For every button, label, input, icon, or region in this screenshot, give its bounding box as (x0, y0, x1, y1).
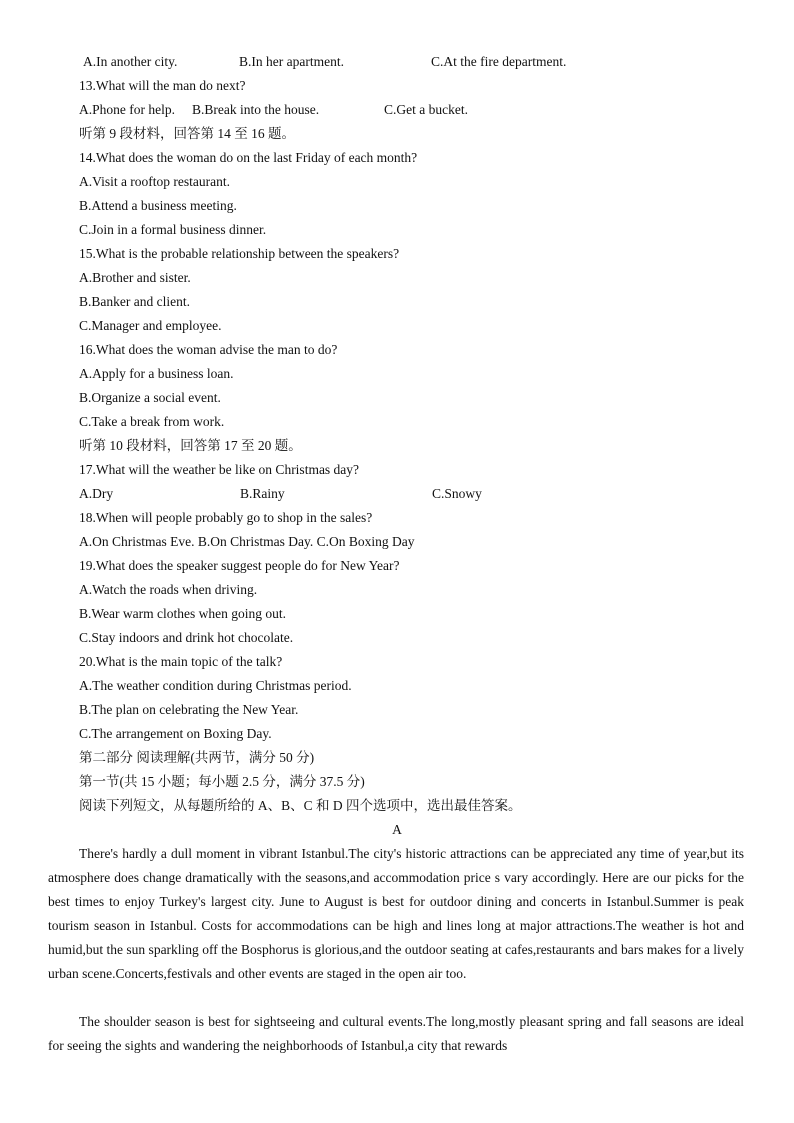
passage-paragraph-2: The shoulder season is best for sightseeing and cultural events.The long,mostly pleasant spring and fall seasons are ideal for seeing the sights and wandering the neighborhoods of Istanbul,a city that rewards (48, 1014, 744, 1053)
q19-option-a: A.Watch the roads when driving. (79, 582, 258, 597)
q12-option-c: C.At the fire department. (431, 54, 567, 69)
q17-option-a: A.Dry (79, 486, 114, 501)
q15-option-a: A.Brother and sister. (79, 270, 191, 285)
q17-option-c: C.Snowy (432, 486, 482, 501)
q12-option-b: B.In her apartment. (239, 54, 344, 69)
section-1-title: 第一节(共 15 小题；每小题 2.5 分，满分 37.5 分) (79, 774, 365, 789)
section-10-heading: 听第 10 段材料，回答第 17 至 20 题。 (79, 438, 302, 453)
q12-option-a: A.In another city. (83, 54, 178, 69)
q17-options (79, 482, 759, 506)
q15-question: 15.What is the probable relationship between the speakers? (79, 246, 400, 261)
q15-option-c: C.Manager and employee. (79, 318, 222, 333)
q19-option-c: C.Stay indoors and drink hot chocolate. (79, 630, 294, 645)
part-2-title: 第二部分 阅读理解(共两节，满分 50 分) (79, 750, 315, 765)
q17-question: 17.What will the weather be like on Christmas day? (79, 462, 360, 477)
q14-option-a: A.Visit a rooftop restaurant. (79, 174, 231, 189)
q16-option-a: A.Apply for a business loan. (79, 366, 234, 381)
q13-question: 13.What will the man do next? (79, 78, 246, 93)
q17-option-b: B.Rainy (240, 486, 285, 501)
q12-options (79, 50, 759, 74)
q14-option-b: B.Attend a business meeting. (79, 198, 237, 213)
q19-question: 19.What does the speaker suggest people do for New Year? (79, 558, 400, 573)
passage-label: A (392, 822, 402, 837)
q16-option-b: B.Organize a social event. (79, 390, 221, 405)
q19-option-b: B.Wear warm clothes when going out. (79, 606, 286, 621)
section-9-heading: 听第 9 段材料，回答第 14 至 16 题。 (79, 126, 295, 141)
q18-options: A.On Christmas Eve. B.On Christmas Day. C.On Boxing Day (79, 534, 415, 549)
passage-paragraph-1: There's hardly a dull moment in vibrant Istanbul.The city's historic attractions can be appreciated any time of year,but its atmosphere does change dramatically with the seasons,and accommodation price s vary accordingly. Here are our picks for the best times to enjoy Turkey's largest city. June to August is best for outdoor dining and concerts in Istanbul.Summer is peak tourism season in Istanbul. Costs for accommodations can be high and lines long at major attractions.The weather is hot and humid,but the sun sparkling off the Bosphorus is glorious,and the outdoor seating at cafes,restaurants and bars makes for a lively urban scene.Concerts,festivals and other events are staged in the open air too. (48, 846, 744, 981)
q13-option-b: B.Break into the house. (192, 102, 320, 117)
q20-question: 20.What is the main topic of the talk? (79, 654, 283, 669)
q13-options (79, 98, 759, 122)
q14-question: 14.What does the woman do on the last Friday of each month? (79, 150, 418, 165)
q16-option-c: C.Take a break from work. (79, 414, 225, 429)
q15-option-b: B.Banker and client. (79, 294, 190, 309)
q20-option-b: B.The plan on celebrating the New Year. (79, 702, 299, 717)
q14-option-c: C.Join in a formal business dinner. (79, 222, 267, 237)
reading-instructions: 阅读下列短文，从每题所给的 A、B、C 和 D 四个选项中，选出最佳答案。 (79, 798, 522, 813)
q20-option-c: C.The arrangement on Boxing Day. (79, 726, 272, 741)
q18-question: 18.When will people probably go to shop in the sales? (79, 510, 373, 525)
q13-option-c: C.Get a bucket. (384, 102, 468, 117)
q13-option-a: A.Phone for help. (79, 102, 175, 117)
q20-option-a: A.The weather condition during Christmas period. (79, 678, 352, 693)
q16-question: 16.What does the woman advise the man to do? (79, 342, 338, 357)
